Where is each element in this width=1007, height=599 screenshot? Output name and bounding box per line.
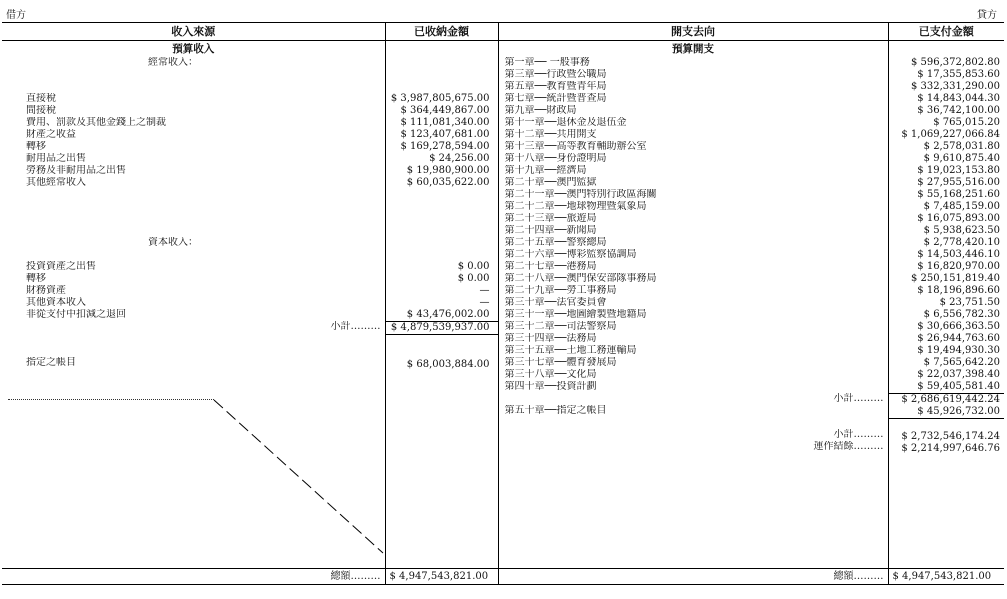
expense-amount: $ 55,168,251.60: [917, 189, 1000, 200]
expense-item: 第一章── 一般事務: [504, 57, 590, 68]
expense-item: 第四十章──投資計劃: [504, 381, 597, 392]
income-subtotal-label: 小計………: [330, 321, 381, 332]
expense-item: 第七章──統計暨普查局: [504, 93, 607, 104]
credit-side-label: 貸方: [977, 10, 997, 21]
expense-amount: $ 596,372,802.80: [910, 57, 1000, 68]
expense-amount: $ 27,955,516.00: [917, 177, 1000, 188]
expense-item: 第三十章──法官委員會: [504, 297, 607, 308]
expense-item: 第三十五章──土地工務運輸局: [504, 345, 637, 356]
income-item: 耐用品之出售: [26, 153, 86, 164]
paid-amount-header: 已支付金額: [888, 23, 1004, 41]
income-item: 轉移: [26, 141, 46, 152]
expense-item: 第三十四章──法務局: [504, 333, 597, 344]
income-source-header: 收入來源: [2, 23, 385, 41]
cut-off-title: [0, 0, 1007, 8]
expense-item: 第十三章──高等教育輔助辦公室: [504, 141, 647, 152]
expense-item: 第五章──教育暨青年局: [504, 81, 607, 92]
expense-item: 第十一章──退休金及退伍金: [504, 117, 627, 128]
expense-item: 第二十一章──澳門特別行政區海關: [504, 189, 657, 200]
expense-item: 第三十一章──地圖繪製暨地籍局: [504, 309, 647, 320]
income-amount: $ 3,987,805,675.00: [390, 93, 490, 104]
expense-amount: $ 19,494,930.30: [917, 345, 1000, 356]
ledger-table: [2, 22, 1004, 585]
expense-subtotal1-amount: $ 2,686,619,442.24: [901, 394, 1000, 405]
income-total-label: 總額………: [2, 569, 385, 585]
expense-amount: $ 59,405,581.40: [889, 381, 1005, 394]
income-amount: $ 111,081,340.00: [400, 117, 490, 128]
capital-item: 轉移: [26, 273, 46, 284]
table-body-row: [2, 41, 1004, 569]
income-amount-column: [385, 41, 498, 569]
expense-item: 第三十七章──體育發展局: [504, 357, 617, 368]
expense-item: 第二十四章──新聞局: [504, 225, 597, 236]
expense-subtotal1-label: 小計………: [833, 393, 884, 404]
expense-item: 第二十八章──澳門保安部隊事務局: [504, 273, 657, 284]
income-amount: $ 364,449,867.00: [400, 105, 490, 116]
income-item: 勞務及非耐用品之出售: [26, 165, 126, 176]
expense-destination-header: 開支去向: [498, 23, 888, 41]
expense-designated-amount: $ 45,926,732.00: [889, 406, 1005, 419]
expense-subtotal2-label: 小計………: [833, 429, 884, 440]
expense-item: 第十二章──共用開支: [504, 129, 597, 140]
expense-amount: $ 23,751.50: [939, 297, 1000, 308]
expense-amount: $ 6,556,782.30: [923, 309, 1000, 320]
expense-amount: $ 765,015.20: [933, 117, 1000, 128]
capital-amount: $ 0.00: [457, 261, 490, 272]
income-total-amount: $ 4,947,543,821.00: [385, 569, 498, 585]
income-amount: $ 123,407,681.00: [400, 129, 490, 140]
income-item: 財產之收益: [26, 129, 76, 140]
expense-amount: $ 9,610,875.40: [923, 153, 1000, 164]
capital-amount: —: [479, 285, 490, 296]
expense-amount: $ 19,023,153.80: [917, 165, 1000, 176]
expense-item: 第十九章──經濟局: [504, 165, 587, 176]
expense-total-label: 總額………: [498, 569, 888, 585]
expense-item: 第十八章──身份證明局: [504, 153, 607, 164]
designated-account-label: 指定之帳目: [26, 357, 76, 368]
expense-amount: $ 14,843,044.30: [917, 93, 1000, 104]
capital-item: 投資資產之出售: [26, 261, 96, 272]
expense-amount: $ 30,666,363.50: [917, 321, 1000, 332]
capital-amount: $ 43,476,002.00: [386, 309, 498, 322]
expense-amount: $ 2,578,031.80: [923, 141, 1000, 152]
expense-designated-label: 第五十章──指定之帳目: [504, 405, 607, 416]
table-header-row: [2, 23, 1004, 41]
expense-item: 第二十六章──博彩監察協調局: [504, 249, 637, 260]
capital-amount: $ 0.00: [457, 273, 490, 284]
expense-item: 第二十章──澳門監獄: [504, 177, 597, 188]
expense-item: 第二十五章──警察總局: [504, 237, 607, 248]
expense-amount: $ 22,037,398.40: [917, 369, 1000, 380]
income-subtotal-amount: $ 4,879,539,937.00: [386, 322, 498, 335]
expense-amount: $ 16,075,893.00: [917, 213, 1000, 224]
income-label-column: [2, 41, 385, 569]
capital-item: 財務資產: [26, 285, 66, 296]
capital-item: 非從支付中扣減之退回: [26, 309, 126, 320]
income-item: 費用、罰款及其他金錢上之制裁: [26, 117, 166, 128]
debit-side-label: 借方: [6, 10, 26, 21]
expense-subtotal2-amount: $ 2,732,546,174.24: [901, 431, 1000, 442]
capital-item: 其他資本收入: [26, 297, 86, 308]
expense-item: 第二十三章──旅遊局: [504, 213, 597, 224]
expense-amount: $ 2,778,420.10: [923, 237, 1000, 248]
expense-amount: $ 18,196,896.60: [917, 285, 1000, 296]
income-item: 間接稅: [26, 105, 56, 116]
designated-account-amount: $ 68,003,884.00: [406, 359, 490, 370]
expense-total-amount: $ 4,947,543,821.00: [888, 569, 1004, 585]
income-amount: $ 169,278,594.00: [400, 141, 490, 152]
expense-item: 第三十二章──司法警察局: [504, 321, 617, 332]
expense-item: 第九章──財政局: [504, 105, 577, 116]
expense-item: 第三十八章──文化局: [504, 369, 597, 380]
capital-amount: —: [479, 297, 490, 308]
operating-balance-label: 運作結餘………: [813, 441, 884, 452]
expense-label-column: [498, 41, 888, 569]
expense-item: 第三章──行政暨公職局: [504, 69, 607, 80]
expense-amount: $ 7,565,642.20: [923, 357, 1000, 368]
expense-amount: $ 36,742,100.00: [917, 105, 1000, 116]
expense-amount-column: [888, 41, 1004, 569]
income-amount: $ 19,980,900.00: [406, 165, 490, 176]
expense-amount: $ 1,069,227,066.84: [901, 129, 1000, 140]
expense-amount: $ 26,944,763.60: [917, 333, 1000, 344]
expense-amount: $ 5,938,623.50: [923, 225, 1000, 236]
expense-item: 第二十二章──地球物理暨氣象局: [504, 201, 647, 212]
expense-amount: $ 14,503,446.10: [917, 249, 1000, 260]
expense-amount: $ 16,820,970.00: [917, 261, 1000, 272]
totals-row: [2, 569, 1004, 585]
expense-section-title: 預算開支: [672, 43, 714, 55]
expense-amount: $ 250,151,819.40: [910, 273, 1000, 284]
received-amount-header: 已收納金額: [385, 23, 498, 41]
expense-item: 第二十七章──港務局: [504, 261, 597, 272]
strike-line: [2, 41, 385, 568]
capital-income-label: 資本收入：: [148, 237, 198, 248]
current-income-label: 經常收入：: [148, 57, 198, 68]
income-item: 直接稅: [26, 93, 56, 104]
income-section-title: 預算收入: [172, 43, 215, 55]
income-amount: $ 60,035,622.00: [406, 177, 490, 188]
income-amount: $ 24,256.00: [429, 153, 490, 164]
operating-balance-amount: $ 2,214,997,646.76: [901, 443, 1000, 454]
expense-amount: $ 7,485,159.00: [923, 201, 1000, 212]
expense-amount: $ 332,331,290.00: [910, 81, 1000, 92]
expense-item: 第二十九章──勞工事務局: [504, 285, 617, 296]
income-item: 其他經常收入: [26, 177, 86, 188]
expense-amount: $ 17,355,853.60: [917, 69, 1000, 80]
